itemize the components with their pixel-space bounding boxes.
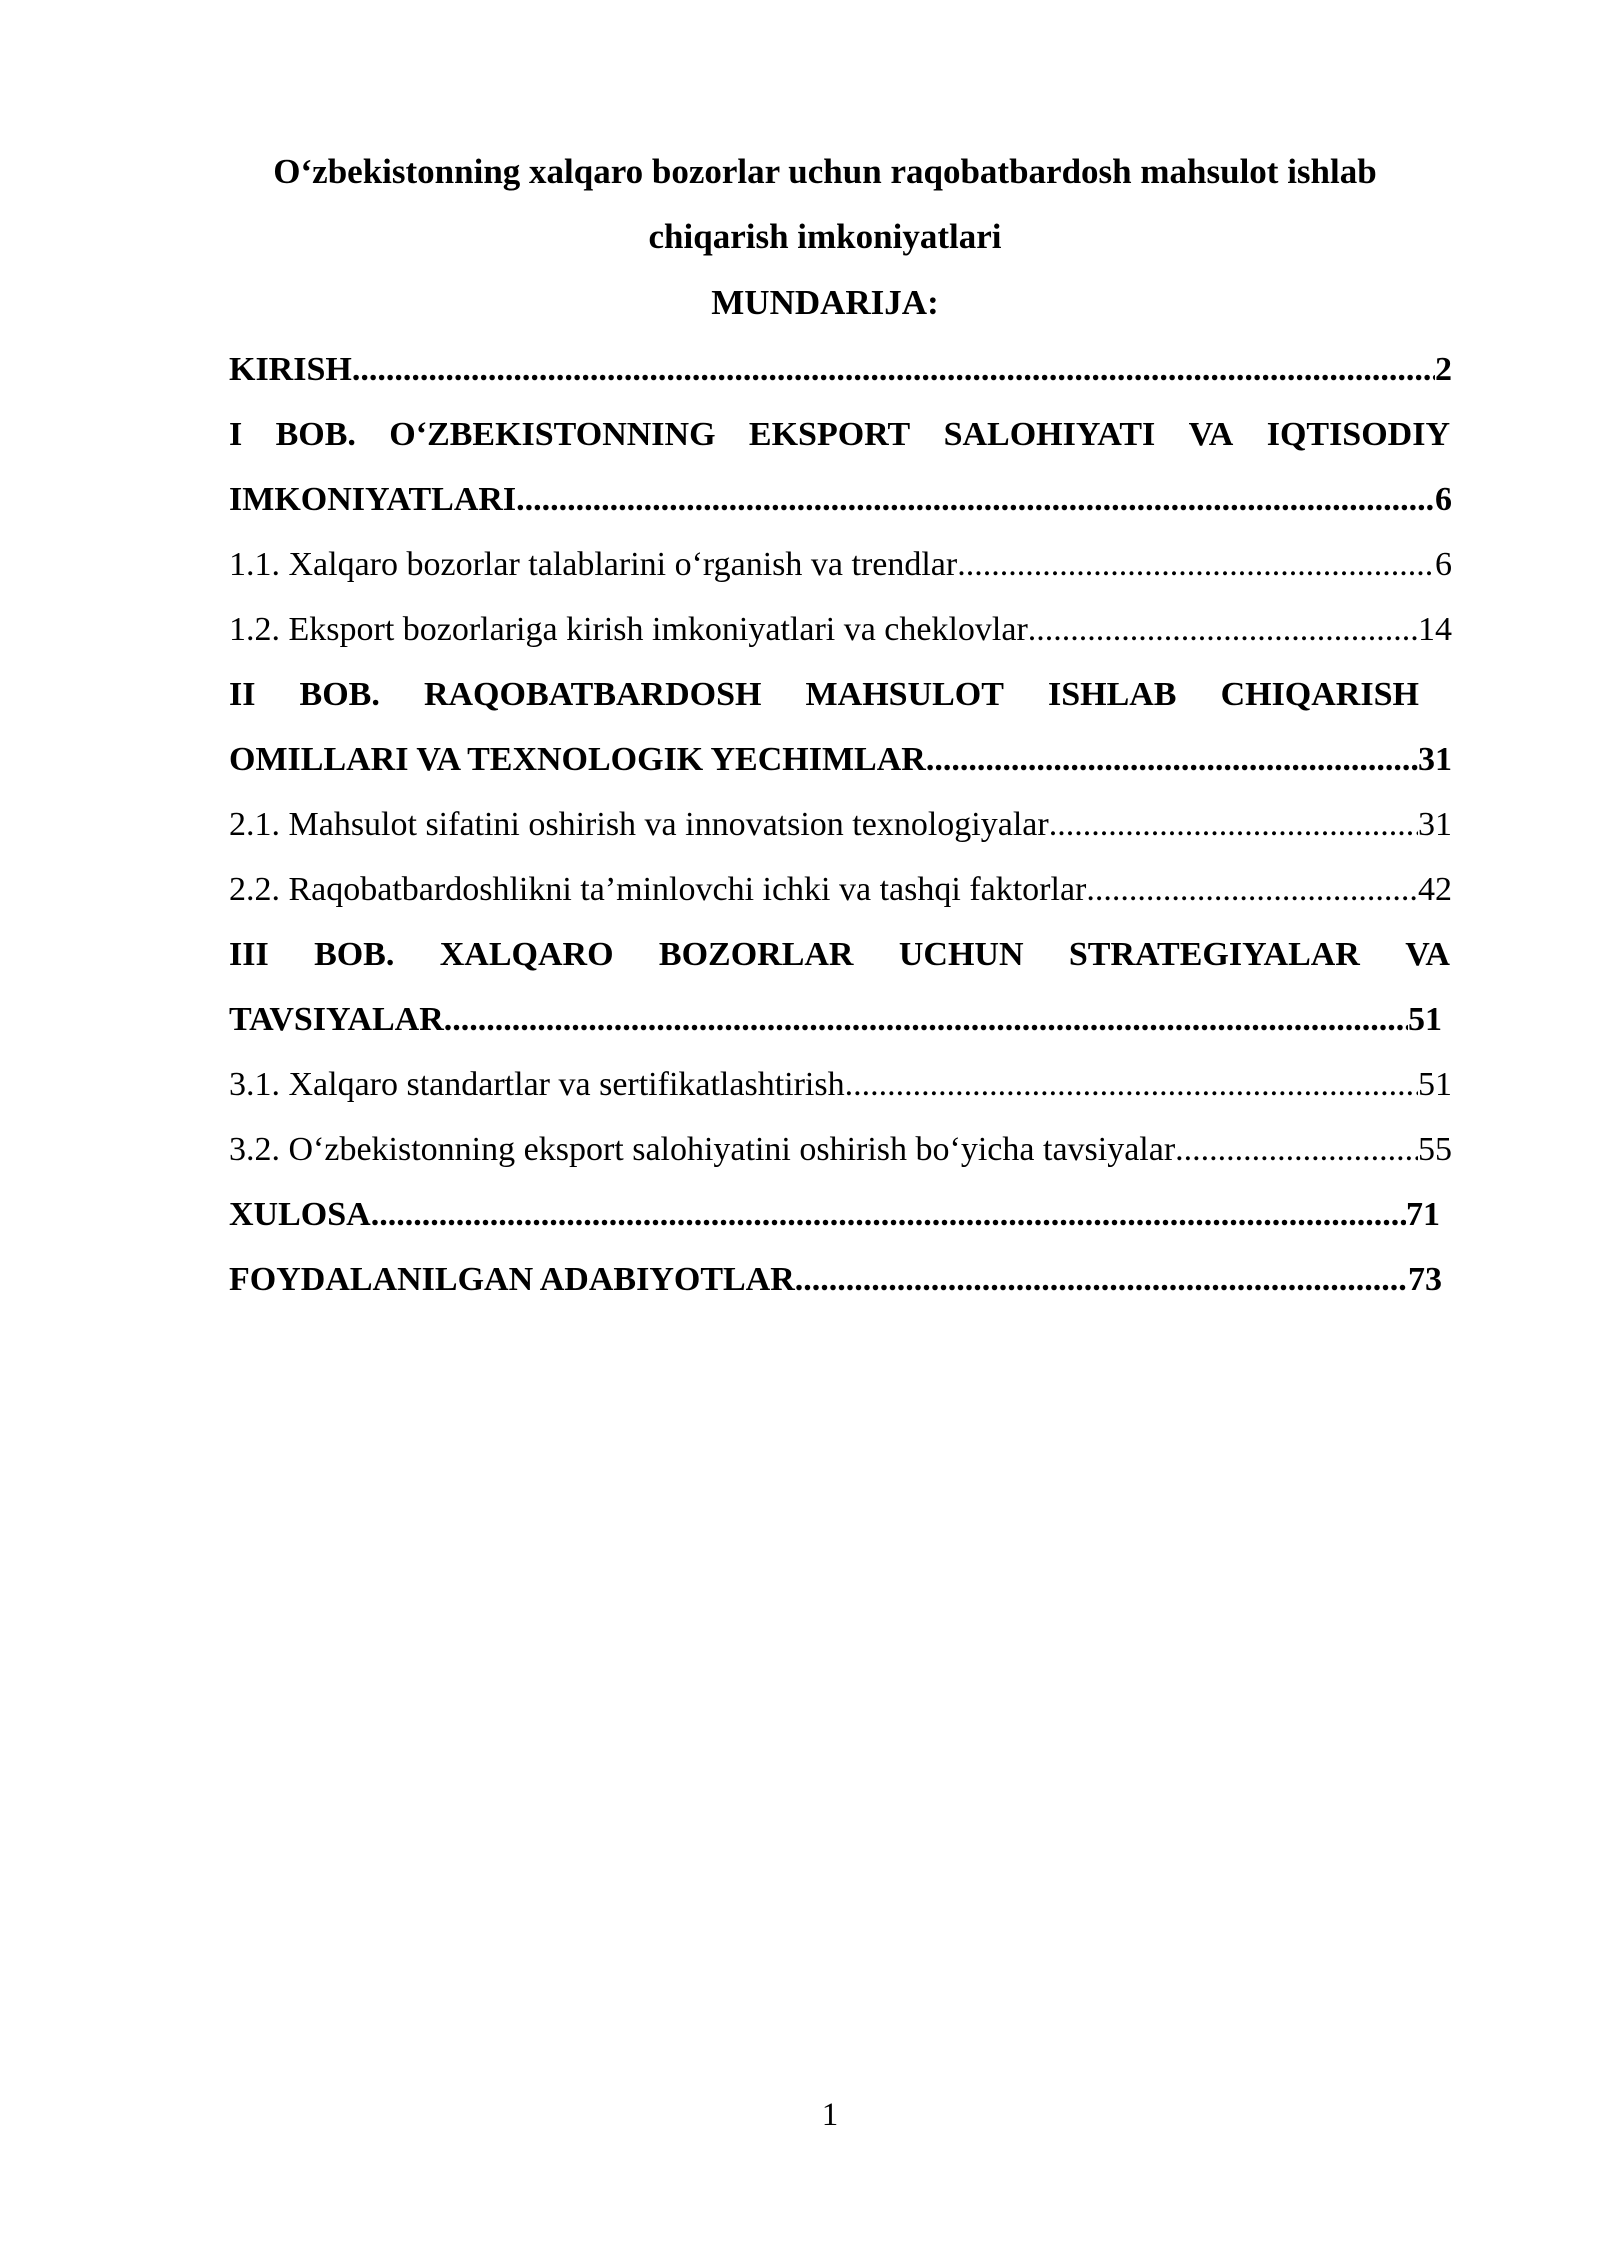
toc-chapter-1-heading[interactable] <box>229 413 1450 457</box>
heading-word: BOB. <box>275 416 356 453</box>
toc-entry-section-2-2[interactable] <box>229 868 1452 912</box>
heading-word: XALQARO <box>439 936 614 973</box>
heading-word: II <box>229 676 256 713</box>
toc-entry-label: FOYDALANILGAN ADABIYOTLAR <box>229 1261 795 1298</box>
toc-entry-chapter-3[interactable] <box>229 998 1442 1042</box>
heading-word: UCHUN <box>898 936 1024 973</box>
heading-word: III <box>229 936 269 973</box>
toc-entry-section-3-2[interactable] <box>229 1128 1452 1172</box>
toc-entry-label: 3.1. Xalqaro standartlar va sertifikatlashtirish <box>229 1066 845 1103</box>
toc-entry-page: 51 <box>1418 1066 1452 1103</box>
document-title-line-1: O‘zbekistonning xalqaro bozorlar uchun raqobatbardosh mahsulot ishlab <box>273 152 1377 191</box>
toc-chapter-3-heading[interactable] <box>229 933 1450 977</box>
heading-word: I <box>229 416 243 453</box>
toc-entry-label: KIRISH <box>229 351 352 388</box>
heading-word: VA <box>1405 936 1450 973</box>
toc-leader-dots <box>1049 803 1418 847</box>
toc-heading: MUNDARIJA: <box>711 283 939 322</box>
toc-leader-dots <box>352 348 1435 392</box>
toc-entry-page: 42 <box>1418 871 1452 908</box>
toc-entry-page: 73 <box>1408 1261 1442 1298</box>
document-title-line-2: chiqarish imkoniyatlari <box>648 217 1002 256</box>
heading-word: MAHSULOT <box>805 676 1004 713</box>
toc-leader-dots <box>957 543 1435 587</box>
toc-entry-page: 2 <box>1435 351 1452 388</box>
toc-leader-dots <box>516 478 1435 522</box>
toc-leader-dots <box>1028 608 1418 652</box>
toc-entry-section-2-1[interactable] <box>229 803 1452 847</box>
toc-entry-label: 1.2. Eksport bozorlariga kirish imkoniyatlari va cheklovlar <box>229 611 1028 648</box>
toc-entry-label: OMILLARI VA TEXNOLOGIK YECHIMLAR <box>229 741 926 778</box>
toc-entry-section-3-1[interactable] <box>229 1063 1452 1107</box>
toc-entry-page: 6 <box>1435 546 1452 583</box>
heading-word: RAQOBATBARDOSH <box>423 676 762 713</box>
toc-entry-label: IMKONIYATLARI <box>229 481 517 518</box>
heading-word: IQTISODIY <box>1266 416 1450 453</box>
toc-entry-page: 6 <box>1435 481 1452 518</box>
toc-entry-page: 31 <box>1418 741 1452 778</box>
toc-entry-xulosa[interactable] <box>229 1193 1440 1237</box>
toc-entry-page: 31 <box>1418 806 1452 843</box>
toc-leader-dots <box>1175 1128 1418 1172</box>
toc-entry-label: 2.2. Raqobatbardoshlikni ta’minlovchi ichki va tashqi faktorlar <box>229 871 1087 908</box>
heading-word: O‘ZBEKISTONNING <box>389 416 716 453</box>
toc-entry-chapter-2[interactable] <box>229 738 1452 782</box>
toc-leader-dots <box>1086 868 1418 912</box>
toc-entry-label: 1.1. Xalqaro bozorlar talablarini o‘rganish va trendlar <box>229 546 958 583</box>
toc-entry-kirish[interactable] <box>229 348 1452 392</box>
toc-entry-page: 51 <box>1408 1001 1442 1038</box>
page-number: 1 <box>821 2097 839 2133</box>
toc-entry-label: 2.1. Mahsulot sifatini oshirish va innovatsion texnologiyalar <box>229 806 1049 843</box>
heading-word: EKSPORT <box>748 416 911 453</box>
heading-word: ISHLAB <box>1047 676 1177 713</box>
toc-leader-dots <box>444 998 1408 1042</box>
heading-word: STRATEGIYALAR <box>1068 936 1360 973</box>
toc-entry-label: XULOSA <box>229 1196 371 1233</box>
heading-word: VA <box>1188 416 1234 453</box>
toc-entry-page: 55 <box>1418 1131 1452 1168</box>
heading-word: BOB. <box>314 936 395 973</box>
toc-leader-dots <box>926 738 1418 782</box>
heading-word: BOZORLAR <box>658 936 854 973</box>
toc-entry-label: 3.2. O‘zbekistonning eksport salohiyatini oshirish bo‘yicha tavsiyalar <box>229 1131 1176 1168</box>
toc-entry-page: 71 <box>1406 1196 1440 1233</box>
heading-word: SALOHIYATI <box>943 416 1156 453</box>
heading-word: CHIQARISH <box>1220 676 1419 713</box>
toc-leader-dots <box>371 1193 1406 1237</box>
toc-leader-dots <box>845 1063 1418 1107</box>
toc-entry-section-1-2[interactable] <box>229 608 1452 652</box>
toc-entry-section-1-1[interactable] <box>229 543 1452 587</box>
toc-chapter-2-heading[interactable] <box>229 673 1419 717</box>
toc-leader-dots <box>795 1258 1408 1302</box>
toc-entry-chapter-1[interactable] <box>229 478 1452 522</box>
toc-entry-adabiyotlar[interactable] <box>229 1258 1442 1302</box>
toc-entry-page: 14 <box>1418 611 1452 648</box>
toc-entry-label: TAVSIYALAR <box>229 1001 444 1038</box>
heading-word: BOB. <box>299 676 380 713</box>
